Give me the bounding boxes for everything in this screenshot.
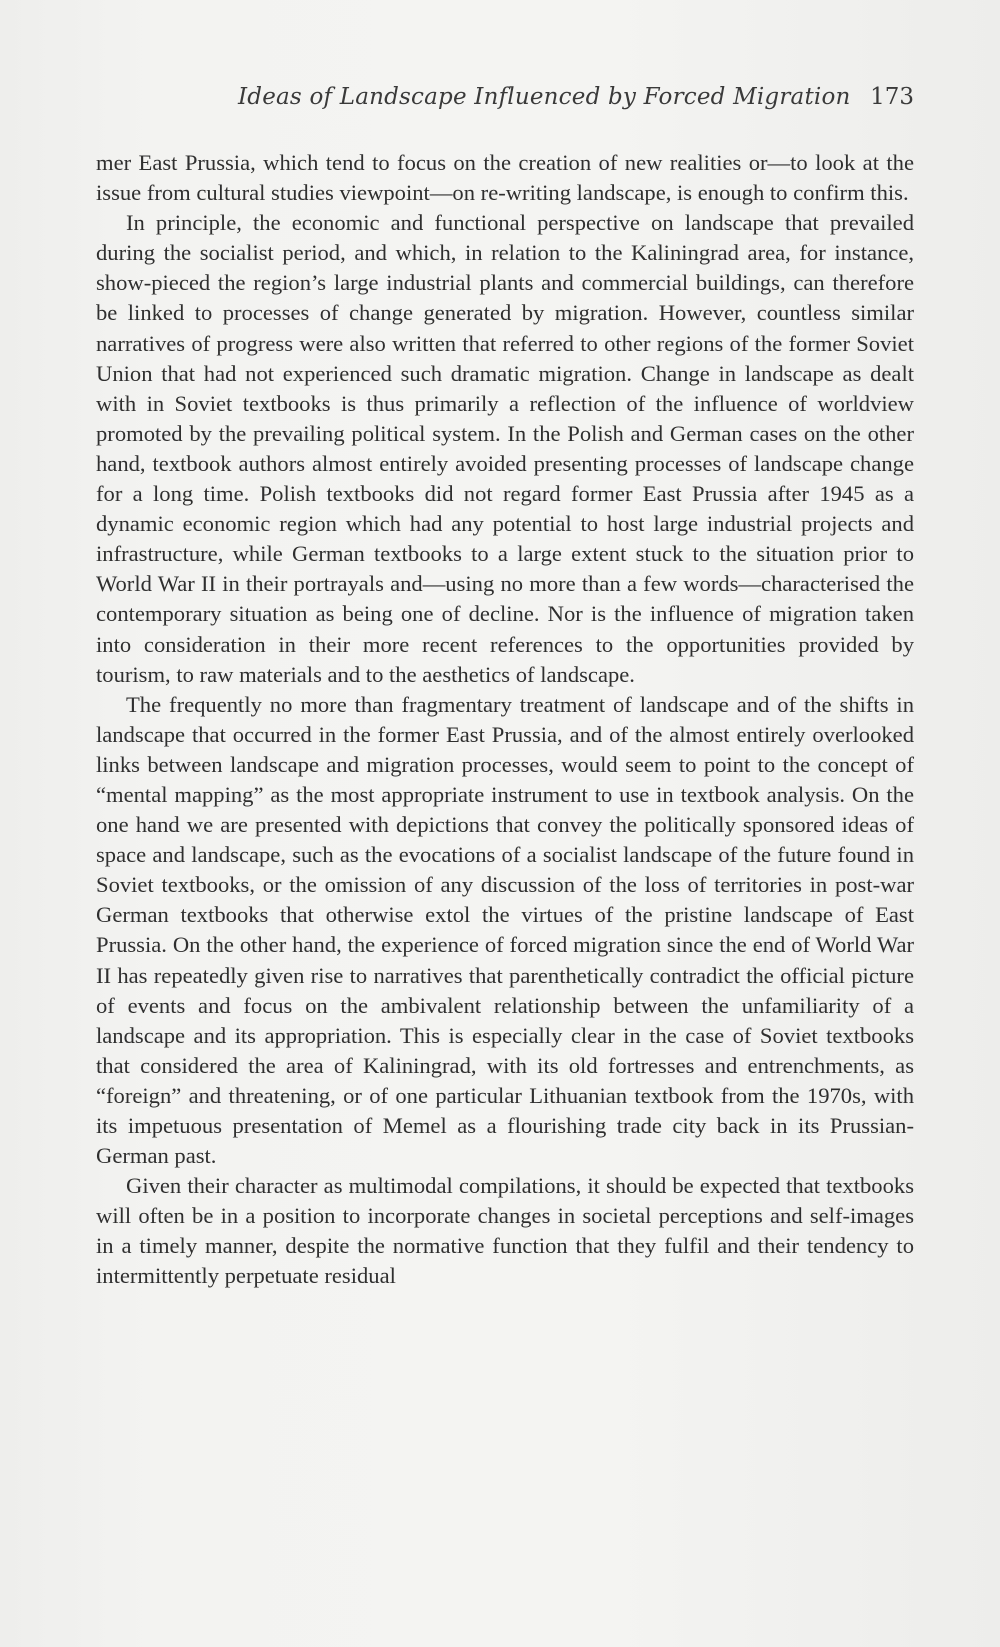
paragraph: Given their character as multimodal compilations, it should be expected that textbooks will often be in a position to incorporate changes in societal perceptions and self-images in a timely manner, despite the normative function that they fulfil and their tendency to intermittently perpetuate residual [96, 1173, 914, 1289]
paragraph-continued: mer East Prussia, which tend to focus on the creation of new realities or—to look at the issue from cultural studies viewpoint—on re-writing landscape, is enough to confirm this. [96, 150, 914, 206]
paragraph: The frequently no more than fragmentary treatment of landscape and of the shifts in landscape that occurred in the former East Prussia, and of the almost entirely overlooked links between landscape and migration processes, would seem to point to the concept of “mental mapping” as the most appropriate instrument to use in textbook analysis. On the one hand we are presented with depictions that convey the politically sponsored ideas of space and landscape, such as the evocations of a socialist landscape of the future found in Soviet textbooks, or the omission of any discussion of the loss of territories in post-war German textbooks that otherwise extol the virtues of the pristine landscape of East Prussia. On the other hand, the experience of forced migration since the end of World War II has repeatedly given rise to narratives that parenthetically contradict the official picture of events and focus on the ambivalent relationship between the unfamiliarity of a landscape and its appropriation. This is especially clear in the case of Soviet textbooks that considered the area of Kaliningrad, with its old fortresses and entrenchments, as “foreign” and threatening, or of one particular Lithuanian textbook from the 1970s, with its impetuous presentation of Memel as a flourishing trade city back in its Prussian-German past. [96, 691, 914, 1169]
paragraph: In principle, the economic and functional perspective on landscape that prevailed during the socialist period, and which, in relation to the Kaliningrad area, for instance, show-pieced the region’s large industrial plants and commercial buildings, can therefore be linked to processes of change generated by migration. However, countless similar narratives of progress were also written that referred to other regions of the former Soviet Union that had not experienced such dramatic migration. Change in landscape as dealt with in Soviet textbooks is thus primarily a reflection of the influence of worldview promoted by the prevailing political system. In the Polish and German cases on the other hand, textbook authors almost entirely avoided presenting processes of landscape change for a long time. Polish textbooks did not regard former East Prussia after 1945 as a dynamic economic region which had any potential to host large industrial projects and infrastructure, while German textbooks to a large extent stuck to the situation prior to World War II in their portrayals and—using no more than a few words—characterised the contemporary situation as being one of decline. Nor is the influence of migration taken into consideration in their more recent references to the opportunities provided by tourism, to raw materials and to the aesthetics of landscape. [96, 210, 914, 687]
body-text [96, 148, 914, 1292]
running-head [96, 84, 914, 114]
page-number: 173 [870, 84, 914, 110]
running-head-title: Ideas of Landscape Influenced by Forced Migration [238, 84, 851, 110]
